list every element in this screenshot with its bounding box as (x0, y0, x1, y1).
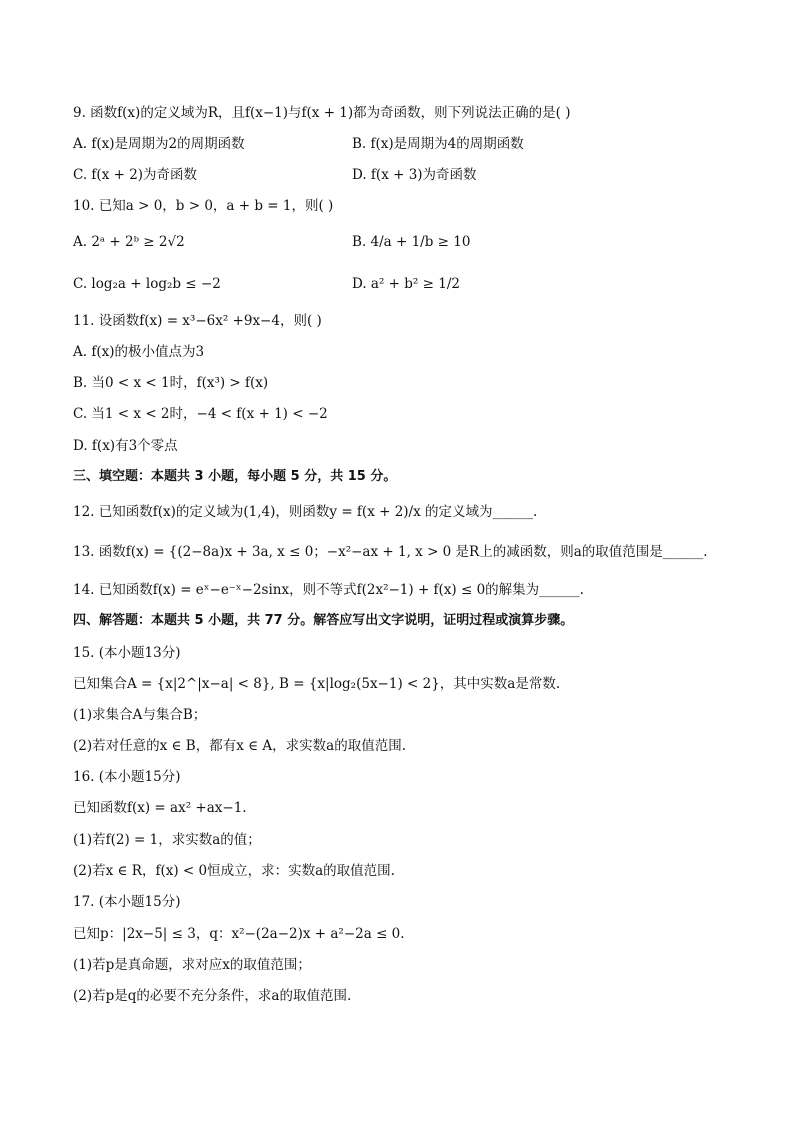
q16-part2: (2)若x ∈ R，f(x) < 0恒成立，求：实数a的取值范围. (73, 863, 395, 879)
q17-part1: (1)若p是真命题，求对应x的取值范围； (73, 957, 311, 973)
q10-option-b: B. 4/a + 1/b ≥ 10 (352, 234, 471, 250)
q16-heading: 16. (本小题15分) (73, 769, 181, 785)
q17-heading: 17. (本小题15分) (73, 894, 181, 910)
q9-option-c: C. f(x + 2)为奇函数 (73, 167, 198, 183)
q14: 14. 已知函数f(x) = eˣ−e⁻ˣ−2sinx，则不等式f(2x²−1) + f(x) ≤ 0的解集为______. (73, 582, 584, 598)
q11-option-a: A. f(x)的极小值点为3 (73, 344, 205, 360)
q13: 13. 函数f(x) = {(2−8a)x + 3a, x ≤ 0；−x²−ax + 1, x > 0 是R上的减函数，则a的取值范围是______. (73, 544, 708, 560)
q11-option-b: B. 当0 < x < 1时，f(x³) > f(x) (73, 375, 269, 391)
q10-stem: 10. 已知a > 0，b > 0，a + b = 1，则( ) (73, 198, 334, 214)
q17-stem: 已知p：|2x−5| ≤ 3，q：x²−(2a−2)x + a²−2a ≤ 0. (73, 926, 405, 942)
section-solution-heading: 四、解答题：本题共 5 小题，共 77 分。解答应写出文字说明，证明过程或演算步骤。 (73, 613, 574, 628)
q10-option-c: C. log₂a + log₂b ≤ −2 (73, 276, 221, 292)
q9-option-b: B. f(x)是周期为4的周期函数 (352, 136, 524, 152)
q11-option-c: C. 当1 < x < 2时，−4 < f(x + 1) < −2 (73, 406, 328, 422)
q15-heading: 15. (本小题13分) (73, 645, 181, 661)
section-fill-in-heading: 三、填空题：本题共 3 小题，每小题 5 分，共 15 分。 (73, 469, 397, 484)
q15-part2: (2)若对任意的x ∈ B，都有x ∈ A，求实数a的取值范围. (73, 738, 407, 754)
q12: 12. 已知函数f(x)的定义域为(1,4)，则函数y = f(x + 2)/x 的定义域为______. (73, 504, 538, 520)
q10-option-d: D. a² + b² ≥ 1/2 (352, 276, 460, 292)
q17-part2: (2)若p是q的必要不充分条件，求a的取值范围. (73, 988, 352, 1004)
q9-option-a: A. f(x)是周期为2的周期函数 (73, 136, 245, 152)
q15-part1: (1)求集合A与集合B； (73, 707, 207, 723)
q16-part1: (1)若f(2) = 1，求实数a的值； (73, 832, 261, 848)
q15-stem: 已知集合A = {x|2^|x−a| < 8}, B = {x|log₂(5x−1) < 2}，其中实数a是常数. (73, 676, 561, 692)
q9-stem: 9. 函数f(x)的定义域为R，且f(x−1)与f(x + 1)都为奇函数，则下列说法正确的是( ) (73, 105, 571, 121)
q11-option-d: D. f(x)有3个零点 (73, 438, 178, 454)
q11-stem: 11. 设函数f(x) = x³−6x² +9x−4，则( ) (73, 313, 322, 329)
q16-stem: 已知函数f(x) = ax² +ax−1. (73, 800, 247, 816)
q9-option-d: D. f(x + 3)为奇函数 (352, 167, 477, 183)
q10-option-a: A. 2ᵃ + 2ᵇ ≥ 2√2 (73, 234, 185, 250)
